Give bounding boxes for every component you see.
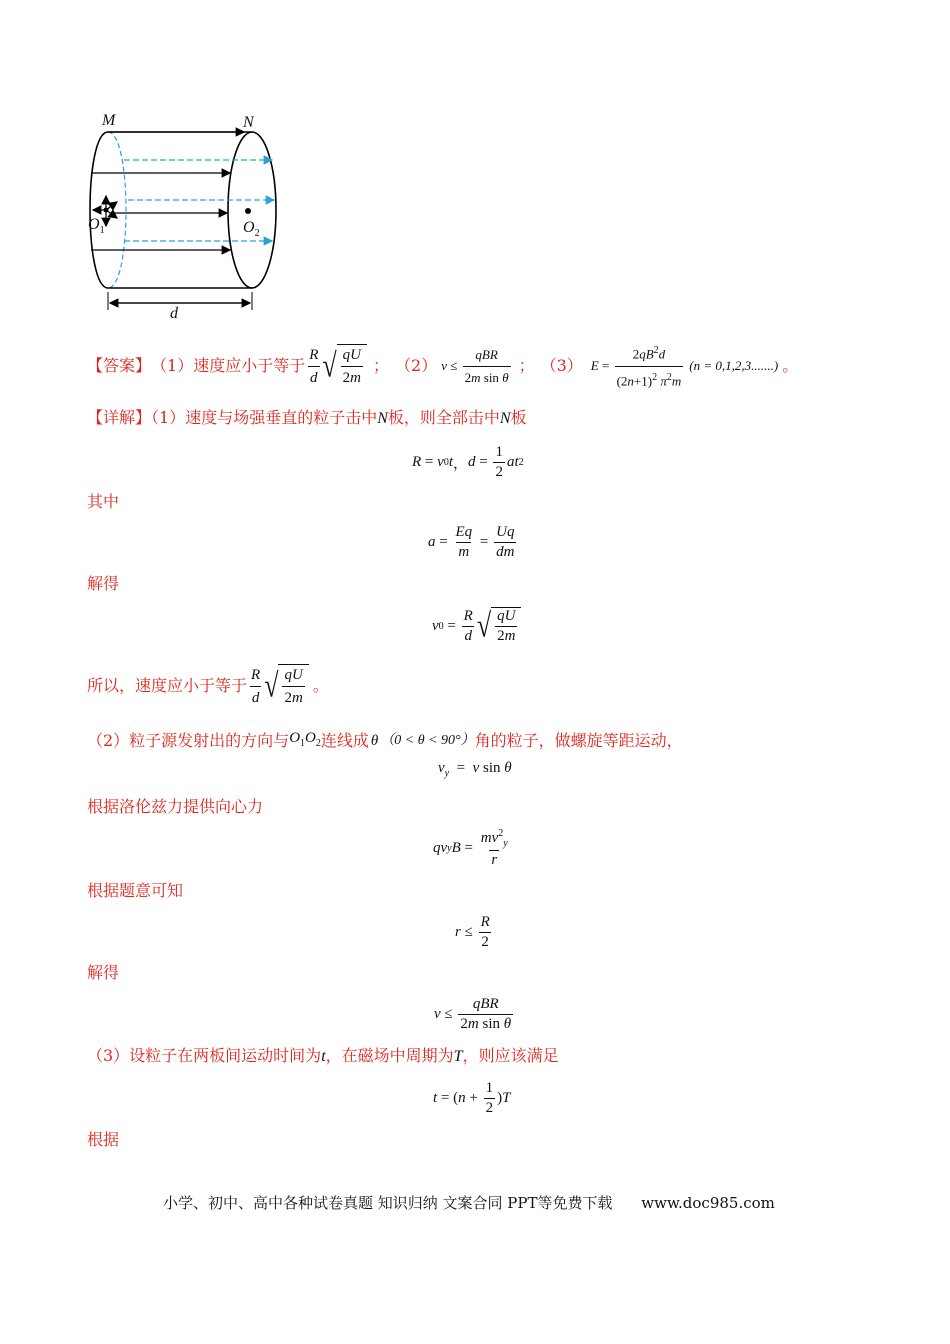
label-M: M [102, 112, 116, 129]
label-O2 [243, 219, 260, 239]
text-suoyi-end: 。 [312, 676, 329, 695]
line-suoyi [87, 666, 329, 706]
answer-end: 。 [782, 356, 799, 375]
answer-p1-prefix: （1）速度应小于等于 [151, 356, 306, 375]
eq-v0: v 0 = $\frac{R}{d}$ √ $\frac{qU}{2m}$ [432, 604, 521, 648]
text-suoyi: 所以，速度应小于等于 [87, 676, 248, 695]
answer-p2-prefix: （2） [395, 356, 438, 375]
eq-R-v0t: R = v 0 t ， d = $\frac{1}{2}$ at 2 [412, 443, 524, 480]
footer [163, 1192, 775, 1213]
detail-p1-N: N [377, 410, 388, 427]
theta-symbol: θ [370, 733, 379, 749]
text-p2-start: （2）粒子源发射出的方向与 [87, 731, 290, 750]
text-genju: 根据 [87, 1130, 120, 1149]
detail-p1: （1）速度与场强垂直的粒子击中 [151, 408, 378, 427]
text-lorentz: 根据洛伦兹力提供向心力 [87, 797, 264, 816]
eq-r: r ≤ $\frac{R}{2}$ [455, 913, 490, 950]
eq-qvyB: qv y B = $\frac{mv^2_y}{r}$ [433, 827, 508, 868]
eq-vy: $v_y = v$ sin θ [438, 760, 512, 779]
label-d: d [170, 305, 178, 322]
answer-condition: (n = 0,1,2,3.......) [689, 358, 779, 373]
suoyi-formula: $\frac{R}{d}$ √ $\frac{qU}{2m}$ [247, 664, 309, 708]
text-p3-end: ，则应该满足 [462, 1046, 559, 1065]
answer-line [87, 346, 798, 386]
label-O1 [88, 216, 105, 236]
footer-url[interactable]: www.doc985.com [641, 1194, 775, 1212]
text-jiede-1: 解得 [87, 574, 120, 593]
cylinder-figure [84, 110, 294, 330]
label-N: N [243, 114, 254, 131]
answer-formula-1: $\frac{R}{d}$ √ $\frac{qU}{2m}$ [305, 344, 367, 388]
text-p2-mid: 连线成 [320, 731, 369, 750]
cylinder-diagram [84, 110, 294, 330]
text-p3-mid: ，在磁场中周期为 [325, 1046, 454, 1065]
label-O1-sub: 1 [99, 225, 105, 237]
text-jiede-2: 解得 [87, 963, 120, 982]
answer-sep-2: ； [518, 356, 535, 375]
text-p2-end: 角的粒子，做螺旋等距运动， [474, 731, 683, 750]
answer-tag: 【答案】 [87, 356, 152, 375]
answer-formula-3: E = $\frac{2qB^2d}{(2n+1)^2 \pi^2m}$ [591, 341, 685, 391]
answer-sep-1: ； [373, 356, 390, 375]
eq-a: a = $\frac{Eq}{m}$ = $\frac{Uq}{dm}$ [428, 523, 515, 560]
detail-p1-end: 板 [510, 408, 527, 427]
line-p3 [87, 1046, 559, 1067]
text-p3: （3）设粒子在两板间运动时间为 [87, 1046, 322, 1065]
detail-p1-mid: 板，则全部击中 [387, 408, 500, 427]
detail-tag: 【详解】 [87, 408, 152, 427]
text-p2-range: （0 < θ < 90°） [380, 733, 475, 748]
text-tiyi: 根据题意可知 [87, 881, 184, 900]
label-O2-sub: 2 [254, 228, 260, 240]
detail-line-1 [87, 408, 527, 429]
text-qizhong: 其中 [87, 492, 120, 511]
answer-formula-2: v ≤ $\frac{\text{qBR}}{\text{2m sin θ}}$ [441, 345, 512, 388]
eq-t: t = ( n + $\frac{1}{2}$ ) T [433, 1079, 511, 1116]
line-p2 [87, 728, 683, 754]
detail-p1-N2: N [499, 410, 511, 427]
answer-p3-prefix: （3） [540, 356, 583, 375]
text-p3-t: t [321, 1048, 326, 1065]
label-O1-letter: O [88, 216, 100, 233]
label-O2-letter: O [243, 219, 255, 236]
footer-text: 小学、初中、高中各种试卷真题 知识归纳 文案合同 PPT等免费下载 [163, 1194, 613, 1212]
eq-v-bound: v ≤ $\frac{\text{qBR}}{\text{2m sin θ}}$ [434, 995, 512, 1032]
text-p3-T: T [453, 1048, 463, 1065]
o1o2-symbol: $O_1O_2$ [289, 730, 321, 749]
